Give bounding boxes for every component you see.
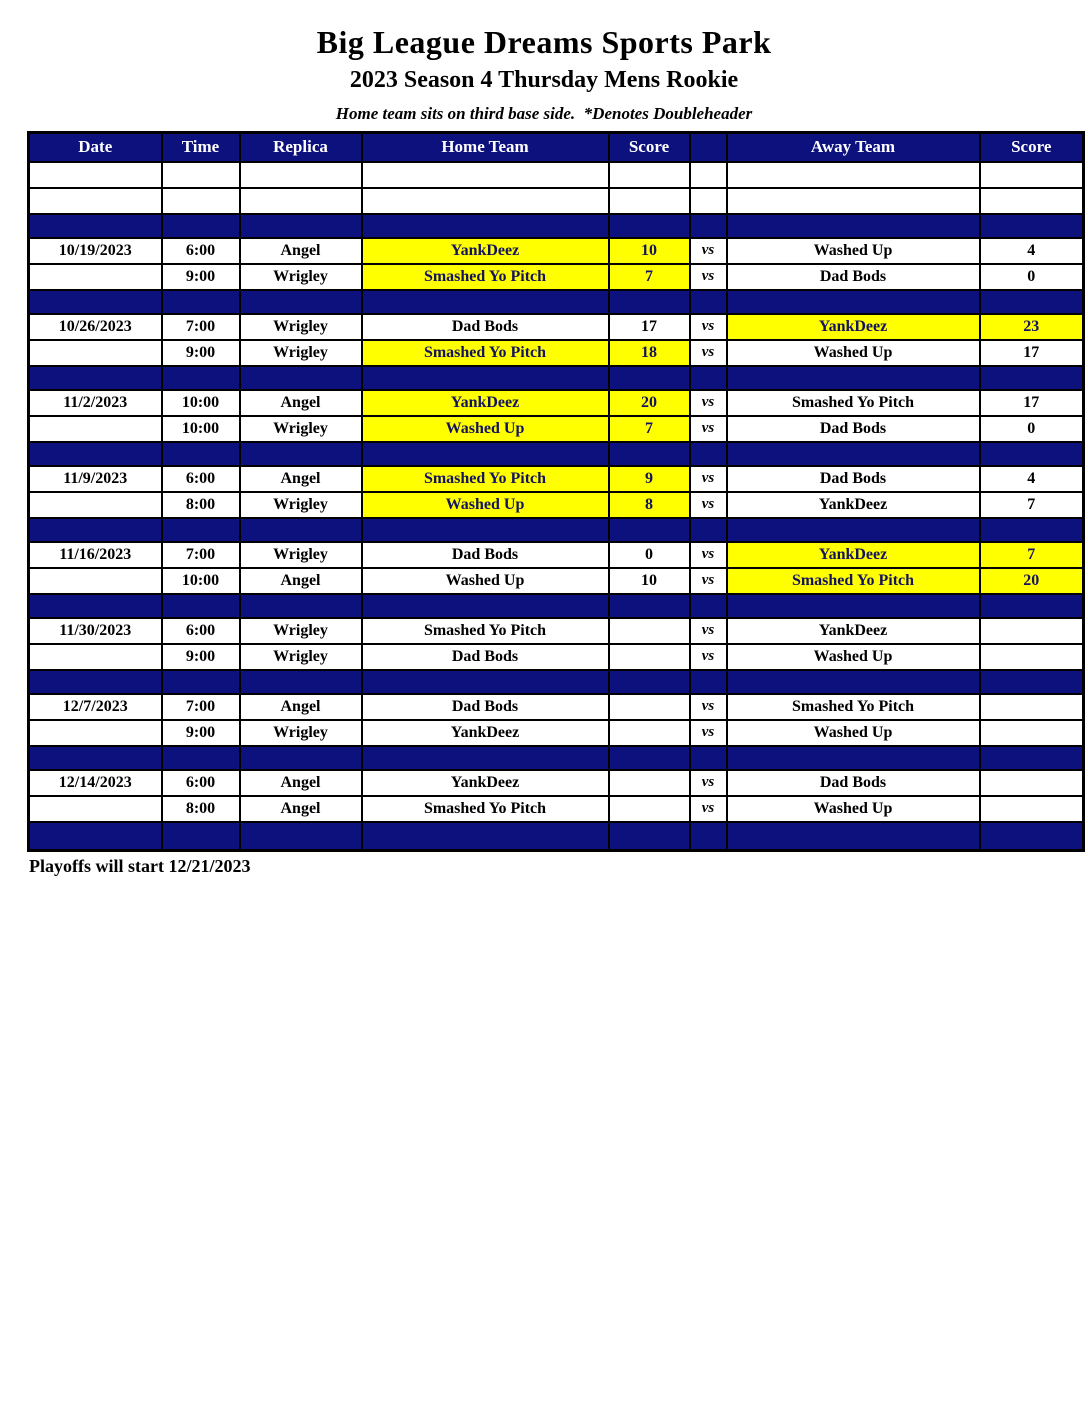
separator-cell (727, 290, 980, 314)
replica-cell: Angel (240, 390, 362, 416)
time-cell: 9:00 (162, 264, 240, 290)
col-header-replica: Replica (240, 133, 362, 162)
time-cell: 9:00 (162, 720, 240, 746)
separator-cell (609, 442, 690, 466)
separator-cell (980, 366, 1084, 390)
away-score-cell: 17 (980, 390, 1084, 416)
away-score-cell: 23 (980, 314, 1084, 340)
empty-cell (162, 188, 240, 214)
away-score-cell: 20 (980, 568, 1084, 594)
empty-row (29, 162, 1084, 188)
separator-cell (362, 518, 609, 542)
separator-row (29, 518, 1084, 542)
separator-cell (362, 442, 609, 466)
replica-cell: Wrigley (240, 264, 362, 290)
separator-cell (727, 214, 980, 238)
separator-cell (29, 822, 162, 851)
separator-cell (362, 594, 609, 618)
separator-cell (727, 670, 980, 694)
separator-cell (980, 594, 1084, 618)
away-team-cell: Washed Up (727, 340, 980, 366)
empty-cell (727, 188, 980, 214)
time-cell: 6:00 (162, 618, 240, 644)
separator-cell (980, 214, 1084, 238)
separator-cell (727, 442, 980, 466)
separator-cell (29, 290, 162, 314)
replica-cell: Wrigley (240, 644, 362, 670)
separator-cell (162, 214, 240, 238)
home-score-cell (609, 720, 690, 746)
home-score-cell: 10 (609, 568, 690, 594)
separator-row (29, 442, 1084, 466)
separator-cell (29, 214, 162, 238)
time-cell: 6:00 (162, 466, 240, 492)
home-team-cell: Dad Bods (362, 314, 609, 340)
vs-cell: vs (690, 340, 727, 366)
separator-cell (980, 290, 1084, 314)
separator-cell (690, 442, 727, 466)
away-score-cell (980, 694, 1084, 720)
empty-cell (980, 162, 1084, 188)
home-team-cell: YankDeez (362, 238, 609, 264)
away-team-cell: Washed Up (727, 238, 980, 264)
home-team-cell: Dad Bods (362, 542, 609, 568)
separator-cell (240, 442, 362, 466)
separator-cell (240, 594, 362, 618)
empty-row (29, 188, 1084, 214)
time-cell: 7:00 (162, 314, 240, 340)
away-team-cell: Washed Up (727, 720, 980, 746)
vs-cell: vs (690, 238, 727, 264)
separator-cell (690, 594, 727, 618)
empty-cell (609, 188, 690, 214)
away-team-cell: Smashed Yo Pitch (727, 694, 980, 720)
separator-cell (690, 290, 727, 314)
col-header-away-team: Away Team (727, 133, 980, 162)
away-score-cell (980, 720, 1084, 746)
home-team-cell: Dad Bods (362, 644, 609, 670)
separator-cell (980, 746, 1084, 770)
game-row (29, 416, 1084, 442)
home-team-cell: Smashed Yo Pitch (362, 264, 609, 290)
separator-cell (29, 594, 162, 618)
separator-cell (727, 518, 980, 542)
empty-cell (29, 188, 162, 214)
separator-cell (690, 366, 727, 390)
date-cell: 11/30/2023 (29, 618, 162, 644)
separator-cell (362, 822, 609, 851)
date-cell (29, 644, 162, 670)
table-header-row (29, 133, 1084, 162)
separator-cell (162, 746, 240, 770)
separator-cell (980, 442, 1084, 466)
separator-cell (362, 290, 609, 314)
col-header-away-score: Score (980, 133, 1084, 162)
away-score-cell: 7 (980, 492, 1084, 518)
separator-cell (727, 366, 980, 390)
away-team-cell: YankDeez (727, 618, 980, 644)
separator-cell (240, 366, 362, 390)
empty-cell (690, 162, 727, 188)
time-cell: 10:00 (162, 390, 240, 416)
game-row (29, 466, 1084, 492)
game-row (29, 542, 1084, 568)
page-subtitle: 2023 Season 4 Thursday Mens Rookie (349, 67, 739, 93)
separator-cell (362, 670, 609, 694)
away-score-cell (980, 796, 1084, 822)
separator-cell (240, 518, 362, 542)
col-header-vs (690, 133, 727, 162)
home-team-cell: Dad Bods (362, 694, 609, 720)
separator-cell (162, 290, 240, 314)
away-score-cell: 4 (980, 238, 1084, 264)
away-score-cell: 4 (980, 466, 1084, 492)
separator-cell (727, 594, 980, 618)
away-score-cell: 0 (980, 264, 1084, 290)
away-team-cell: Dad Bods (727, 264, 980, 290)
time-cell: 6:00 (162, 238, 240, 264)
vs-cell: vs (690, 466, 727, 492)
home-score-cell: 0 (609, 542, 690, 568)
separator-cell (162, 670, 240, 694)
empty-cell (362, 188, 609, 214)
home-score-cell (609, 770, 690, 796)
separator-cell (162, 822, 240, 851)
home-score-cell (609, 796, 690, 822)
time-cell: 9:00 (162, 644, 240, 670)
away-score-cell (980, 770, 1084, 796)
home-team-cell: Smashed Yo Pitch (362, 618, 609, 644)
game-row (29, 390, 1084, 416)
home-score-cell: 8 (609, 492, 690, 518)
separator-cell (240, 822, 362, 851)
game-row (29, 492, 1084, 518)
home-score-cell: 7 (609, 264, 690, 290)
vs-cell: vs (690, 542, 727, 568)
col-header-home-score: Score (609, 133, 690, 162)
away-score-cell: 0 (980, 416, 1084, 442)
home-team-cell: YankDeez (362, 770, 609, 796)
replica-cell: Wrigley (240, 720, 362, 746)
col-header-time: Time (162, 133, 240, 162)
time-cell: 7:00 (162, 542, 240, 568)
time-cell: 9:00 (162, 340, 240, 366)
date-cell: 12/14/2023 (29, 770, 162, 796)
game-row (29, 770, 1084, 796)
separator-cell (609, 366, 690, 390)
page-header (0, 0, 1088, 124)
separator-cell (609, 214, 690, 238)
date-cell: 10/19/2023 (29, 238, 162, 264)
date-cell: 10/26/2023 (29, 314, 162, 340)
replica-cell: Angel (240, 694, 362, 720)
home-team-cell: Washed Up (362, 416, 609, 442)
separator-cell (29, 746, 162, 770)
home-score-cell: 17 (609, 314, 690, 340)
vs-cell: vs (690, 390, 727, 416)
date-cell (29, 416, 162, 442)
separator-cell (690, 214, 727, 238)
separator-cell (690, 746, 727, 770)
empty-cell (690, 188, 727, 214)
separator-cell (162, 594, 240, 618)
playoffs-note: Playoffs will start 12/21/2023 (29, 856, 251, 876)
home-score-cell: 20 (609, 390, 690, 416)
separator-cell (362, 366, 609, 390)
col-header-home-team: Home Team (362, 133, 609, 162)
separator-cell (240, 670, 362, 694)
game-row (29, 314, 1084, 340)
game-row (29, 264, 1084, 290)
vs-cell: vs (690, 492, 727, 518)
home-score-cell (609, 618, 690, 644)
schedule-table (27, 131, 1085, 852)
time-cell: 8:00 (162, 492, 240, 518)
replica-cell: Wrigley (240, 340, 362, 366)
vs-cell: vs (690, 694, 727, 720)
separator-cell (362, 214, 609, 238)
separator-cell (727, 822, 980, 851)
separator-cell (162, 442, 240, 466)
home-team-cell: Smashed Yo Pitch (362, 466, 609, 492)
away-team-cell: Dad Bods (727, 416, 980, 442)
separator-cell (609, 290, 690, 314)
away-team-cell: Dad Bods (727, 466, 980, 492)
replica-cell: Wrigley (240, 618, 362, 644)
page-title: Big League Dreams Sports Park (316, 24, 772, 60)
time-cell: 10:00 (162, 568, 240, 594)
away-team-cell: YankDeez (727, 542, 980, 568)
date-cell (29, 264, 162, 290)
game-row (29, 618, 1084, 644)
separator-cell (609, 518, 690, 542)
time-cell: 6:00 (162, 770, 240, 796)
separator-cell (609, 746, 690, 770)
empty-cell (240, 162, 362, 188)
date-cell (29, 568, 162, 594)
separator-cell (29, 366, 162, 390)
separator-row (29, 290, 1084, 314)
replica-cell: Angel (240, 238, 362, 264)
home-team-cell: YankDeez (362, 720, 609, 746)
game-row (29, 694, 1084, 720)
separator-cell (980, 822, 1084, 851)
empty-cell (29, 162, 162, 188)
time-cell: 10:00 (162, 416, 240, 442)
home-team-cell: YankDeez (362, 390, 609, 416)
separator-cell (980, 670, 1084, 694)
away-team-cell: YankDeez (727, 314, 980, 340)
separator-cell (240, 290, 362, 314)
separator-cell (162, 366, 240, 390)
home-team-cell: Washed Up (362, 492, 609, 518)
replica-cell: Wrigley (240, 314, 362, 340)
replica-cell: Angel (240, 796, 362, 822)
vs-cell: vs (690, 264, 727, 290)
separator-cell (609, 594, 690, 618)
separator-row (29, 670, 1084, 694)
date-cell: 11/2/2023 (29, 390, 162, 416)
home-score-cell: 9 (609, 466, 690, 492)
game-row (29, 644, 1084, 670)
empty-cell (609, 162, 690, 188)
separator-cell (240, 746, 362, 770)
home-score-cell: 7 (609, 416, 690, 442)
replica-cell: Angel (240, 568, 362, 594)
away-team-cell: Washed Up (727, 796, 980, 822)
empty-cell (162, 162, 240, 188)
game-row (29, 238, 1084, 264)
vs-cell: vs (690, 770, 727, 796)
separator-row (29, 594, 1084, 618)
home-score-cell: 18 (609, 340, 690, 366)
game-row (29, 340, 1084, 366)
away-team-cell: Washed Up (727, 644, 980, 670)
separator-cell (29, 670, 162, 694)
empty-cell (727, 162, 980, 188)
separator-cell (29, 442, 162, 466)
vs-cell: vs (690, 720, 727, 746)
vs-cell: vs (690, 568, 727, 594)
time-cell: 8:00 (162, 796, 240, 822)
separator-cell (690, 518, 727, 542)
date-cell (29, 492, 162, 518)
away-team-cell: Smashed Yo Pitch (727, 568, 980, 594)
away-score-cell (980, 644, 1084, 670)
separator-cell (727, 746, 980, 770)
away-team-cell: YankDeez (727, 492, 980, 518)
empty-cell (362, 162, 609, 188)
separator-row (29, 214, 1084, 238)
separator-cell (609, 670, 690, 694)
replica-cell: Wrigley (240, 416, 362, 442)
separator-cell (240, 214, 362, 238)
home-team-cell: Smashed Yo Pitch (362, 340, 609, 366)
separator-cell (690, 670, 727, 694)
vs-cell: vs (690, 796, 727, 822)
vs-cell: vs (690, 644, 727, 670)
away-score-cell: 7 (980, 542, 1084, 568)
separator-row (29, 822, 1084, 851)
empty-cell (240, 188, 362, 214)
time-cell: 7:00 (162, 694, 240, 720)
empty-cell (980, 188, 1084, 214)
date-cell: 11/9/2023 (29, 466, 162, 492)
away-team-cell: Dad Bods (727, 770, 980, 796)
page-note: Home team sits on third base side. *Denotes Doubleheader (335, 104, 753, 123)
vs-cell: vs (690, 618, 727, 644)
date-cell (29, 720, 162, 746)
separator-cell (362, 746, 609, 770)
game-row (29, 720, 1084, 746)
home-team-cell: Smashed Yo Pitch (362, 796, 609, 822)
col-header-date: Date (29, 133, 162, 162)
home-score-cell (609, 644, 690, 670)
game-row (29, 568, 1084, 594)
separator-row (29, 746, 1084, 770)
away-team-cell: Smashed Yo Pitch (727, 390, 980, 416)
date-cell: 11/16/2023 (29, 542, 162, 568)
home-team-cell: Washed Up (362, 568, 609, 594)
replica-cell: Angel (240, 466, 362, 492)
away-score-cell: 17 (980, 340, 1084, 366)
game-row (29, 796, 1084, 822)
home-score-cell: 10 (609, 238, 690, 264)
date-cell (29, 796, 162, 822)
separator-cell (690, 822, 727, 851)
separator-cell (29, 518, 162, 542)
separator-cell (609, 822, 690, 851)
replica-cell: Wrigley (240, 492, 362, 518)
date-cell (29, 340, 162, 366)
home-score-cell (609, 694, 690, 720)
date-cell: 12/7/2023 (29, 694, 162, 720)
replica-cell: Angel (240, 770, 362, 796)
vs-cell: vs (690, 314, 727, 340)
separator-row (29, 366, 1084, 390)
separator-cell (162, 518, 240, 542)
separator-cell (980, 518, 1084, 542)
away-score-cell (980, 618, 1084, 644)
vs-cell: vs (690, 416, 727, 442)
replica-cell: Wrigley (240, 542, 362, 568)
